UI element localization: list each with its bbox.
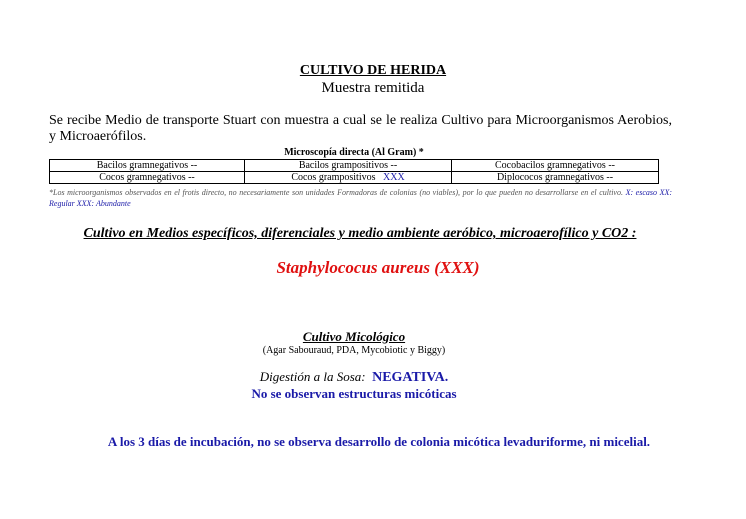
microscopy-title: Microscopía directa (Al Gram) * <box>284 147 424 158</box>
no-structures-text: No se observan estructuras micóticas <box>251 386 457 401</box>
gram-cell-cocos-grampositivos <box>245 172 452 184</box>
gram-cell: Cocobacilos gramnegativos -- <box>452 160 659 172</box>
digestion-value: NEGATIVA. <box>372 370 449 385</box>
gram-cell: Diplococos gramnegativos -- <box>452 172 659 184</box>
gram-cell-label: Cocos grampositivos <box>291 172 376 183</box>
mycology-title: Cultivo Micológico <box>302 329 406 344</box>
abundance-legend: X: escaso XX: Regular XXX: Abundante <box>49 188 673 208</box>
digestion-line <box>0 369 708 386</box>
mycology-media: (Agar Sabouraud, PDA, Mycobiotic y Biggy) <box>262 345 446 356</box>
intro-paragraph: Se recibe Medio de transporte Stuart con muestra a cual se le realiza Cultivo para Microorganismos Aerobios, y Microaerófilos. <box>49 113 672 144</box>
table-row <box>50 160 659 172</box>
gram-cell: Bacilos grampositivos -- <box>245 160 452 172</box>
gram-stain-table <box>49 159 659 184</box>
gram-cell: Cocos gramnegativos -- <box>50 172 245 184</box>
microscopy-footnote <box>49 187 672 209</box>
gram-cell-value: XXX <box>383 172 405 183</box>
report-subtitle: Muestra remitida <box>321 80 425 96</box>
digestion-label: Digestión a la Sosa: <box>259 369 366 384</box>
gram-cell: Bacilos gramnegativos -- <box>50 160 245 172</box>
incubation-result: A los 3 días de incubación, no se observa desarrollo de colonia micótica levaduriforme, ni micelial. <box>107 434 651 449</box>
footnote-text: *Los microorganismos observados en el frotis directo, no necesariamente son unidades Formadoras de colonias (no viables), por lo que pueden no desarrollarse en el cultivo. <box>49 188 623 197</box>
culture-result: Staphylococus aureus (XXX) <box>276 258 480 277</box>
report-title: CULTIVO DE HERIDA <box>299 63 447 78</box>
culture-title: Cultivo en Medios específicos, diferenciales y medio ambiente aeróbico, microaerofílico y CO2 : <box>83 226 637 241</box>
table-row <box>50 172 659 184</box>
